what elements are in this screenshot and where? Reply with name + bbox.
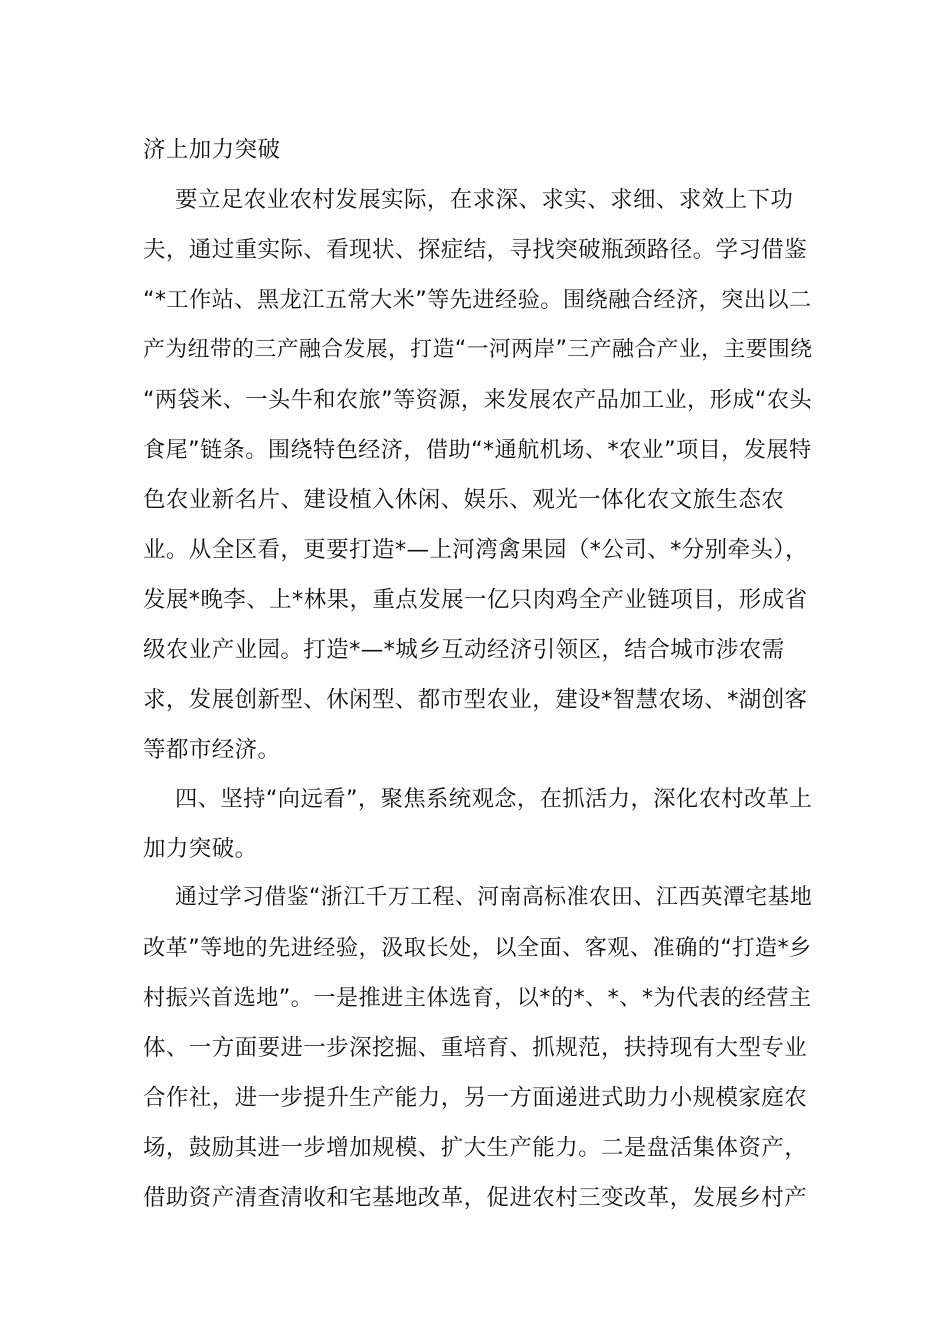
text-line: 要立足农业农村发展实际，在求深、求实、求细、求效上下功: [175, 187, 794, 213]
text-line: 体、一方面要进一步深挖掘、重培育、抓规范，扶持现有大型专业: [143, 1035, 808, 1061]
text-line: 求，发展创新型、休闲型、都市型农业，建设*智慧农场、*湖创客: [143, 687, 808, 713]
text-line: 济上加力突破: [143, 137, 281, 163]
text-line: 通过学习借鉴“浙江千万工程、河南高标准农田、江西英潭宅基地: [175, 885, 813, 910]
text-line: “*工作站、黑龙江五常大米”等先进经验。围绕融合经济，突出以二: [143, 287, 812, 313]
text-line: “两袋米、一头牛和农旅”等资源，来发展农产品加工业，形成“农头: [143, 387, 813, 413]
text-line: 发展*晚李、上*林果，重点发展一亿只肉鸡全产业链项目，形成省: [143, 587, 808, 613]
section-heading: 加力突破。: [143, 836, 258, 862]
text-line: 级农业产业园。打造*—*城乡互动经济引领区，结合城市涉农需: [143, 637, 785, 663]
text-line: 改革”等地的先进经验，汲取长处，以全面、客观、准确的“打造*乡: [143, 935, 812, 961]
text-line: 借助资产清查清收和宅基地改革，促进农村三变改革，发展乡村产: [143, 1185, 808, 1211]
text-line: 产为纽带的三产融合发展，打造“一河两岸”三产融合产业，主要围绕: [143, 337, 813, 362]
section-heading: 四、坚持“向远看”，聚焦系统观念，在抓活力，深化农村改革上: [175, 786, 813, 812]
text-line: 色农业新名片、建设植入休闲、娱乐、观光一体化农文旅生态农: [143, 487, 785, 513]
text-line: 村振兴首选地”。一是推进主体选育，以*的*、*、*为代表的经营主: [143, 985, 812, 1011]
text-line: 夫，通过重实际、看现状、探症结，寻找突破瓶颈路径。学习借鉴: [143, 237, 808, 263]
text-line: 合作社，进一步提升生产能力，另一方面递进式助力小规模家庭农: [143, 1085, 808, 1111]
text-line: 场，鼓励其进一步增加规模、扩大生产能力。二是盘活集体资产，: [143, 1135, 808, 1161]
text-line: 业。从全区看，更要打造*—上河湾禽果园（*公司、*分别牵头），: [143, 537, 808, 563]
text-line: 食尾”链条。围绕特色经济，借助“*通航机场、*农业”项目，发展特: [143, 437, 812, 463]
text-line: 等都市经济。: [143, 737, 281, 763]
